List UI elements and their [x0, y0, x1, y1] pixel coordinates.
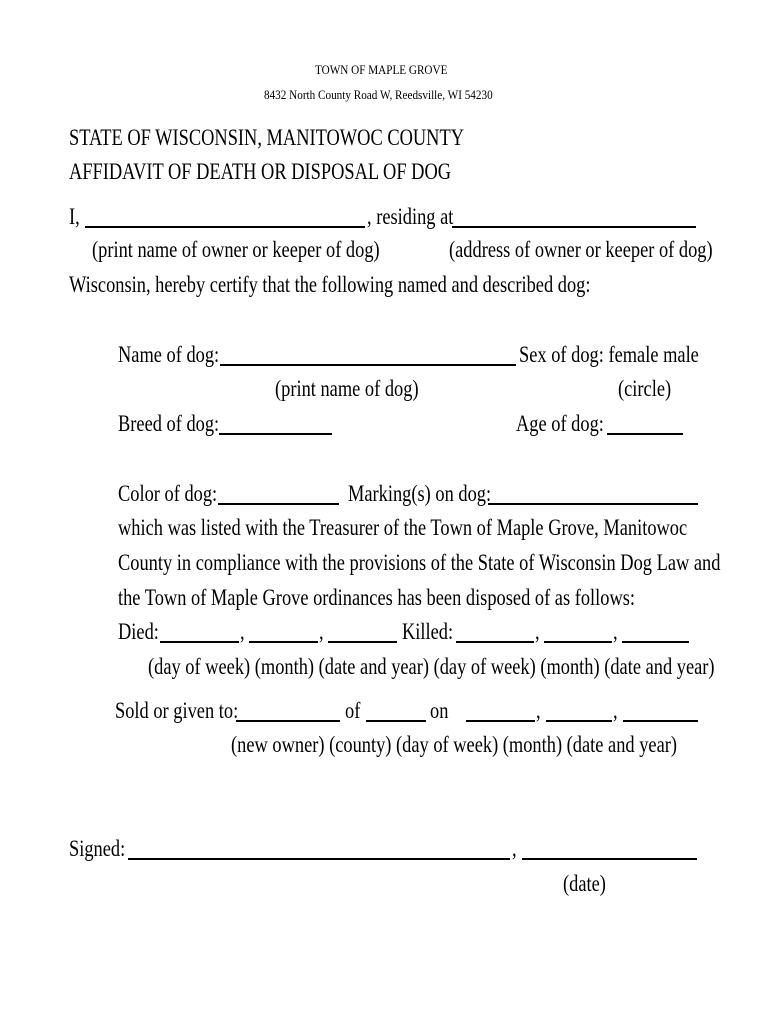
of-label: of [345, 698, 361, 723]
killed-day-field[interactable] [456, 641, 534, 643]
name-caption: (print name of dog) [275, 376, 419, 401]
owner-caption: (print name of owner or keeper of dog) [92, 237, 380, 262]
body-line-1: which was listed with the Treasurer of the Town of Maple Grove, Manitowoc [118, 515, 688, 540]
name-label: Name of dog: [118, 342, 220, 367]
date-caption: (date) [563, 871, 606, 896]
dog-name-field[interactable] [220, 364, 516, 366]
died-month-field[interactable] [249, 641, 318, 643]
signature-field[interactable] [128, 858, 510, 860]
comma: , [613, 698, 618, 723]
certify-text: Wisconsin, hereby certify that the following named and described dog: [69, 272, 591, 297]
died-label: Died: [118, 619, 159, 644]
county-field[interactable] [366, 720, 426, 722]
circle-caption: (circle) [618, 376, 672, 401]
title-line-1: STATE OF WISCONSIN, MANITOWOC COUNTY [69, 125, 464, 150]
killed-date-field[interactable] [622, 641, 689, 643]
color-label: Color of dog: [118, 481, 218, 506]
sold-month-field[interactable] [546, 720, 612, 722]
killed-month-field[interactable] [544, 641, 612, 643]
sold-caption: (new owner) (county) (day of week) (month) (date and year) [231, 732, 678, 757]
age-label: Age of dog: [516, 411, 604, 436]
comma: , [535, 619, 540, 644]
town-name: TOWN OF MAPLE GROVE [315, 62, 448, 77]
died-day-field[interactable] [160, 641, 239, 643]
color-field[interactable] [218, 503, 339, 505]
killed-label: Killed: [402, 619, 454, 644]
breed-field[interactable] [219, 433, 332, 435]
comma: , [319, 619, 324, 644]
signature-date-field[interactable] [522, 858, 697, 860]
died-caption: (day of week) (month) (date and year) (day of week) (month) (date and year) [148, 654, 715, 679]
address-caption: (address of owner or keeper of dog) [449, 237, 713, 262]
sold-day-field[interactable] [466, 720, 535, 722]
title-line-2: AFFIDAVIT OF DEATH OR DISPOSAL OF DOG [69, 159, 452, 184]
body-line-3: the Town of Maple Grove ordinances has been disposed of as follows: [118, 585, 636, 610]
town-address: 8432 North County Road W, Reedsville, WI 54230 [264, 87, 493, 102]
comma: , [613, 619, 618, 644]
owner-name-field[interactable] [85, 226, 365, 228]
comma: , [240, 619, 245, 644]
residing-label: , residing at [367, 204, 454, 229]
i-label: I, [69, 204, 80, 229]
comma: , [536, 698, 541, 723]
sold-date-field[interactable] [623, 720, 698, 722]
markings-label: Marking(s) on dog: [348, 481, 492, 506]
signed-label: Signed: [69, 836, 126, 861]
new-owner-field[interactable] [236, 720, 340, 722]
sex-label: Sex of dog: female male [519, 342, 699, 367]
on-label: on [430, 698, 449, 723]
sold-label: Sold or given to: [115, 698, 239, 723]
age-field[interactable] [607, 433, 683, 435]
body-line-2: County in compliance with the provisions of the State of Wisconsin Dog Law and [118, 550, 721, 575]
died-date-field[interactable] [328, 641, 397, 643]
comma: , [512, 836, 517, 861]
markings-field[interactable] [488, 503, 698, 505]
breed-label: Breed of dog: [118, 411, 220, 436]
owner-address-field[interactable] [452, 226, 696, 228]
